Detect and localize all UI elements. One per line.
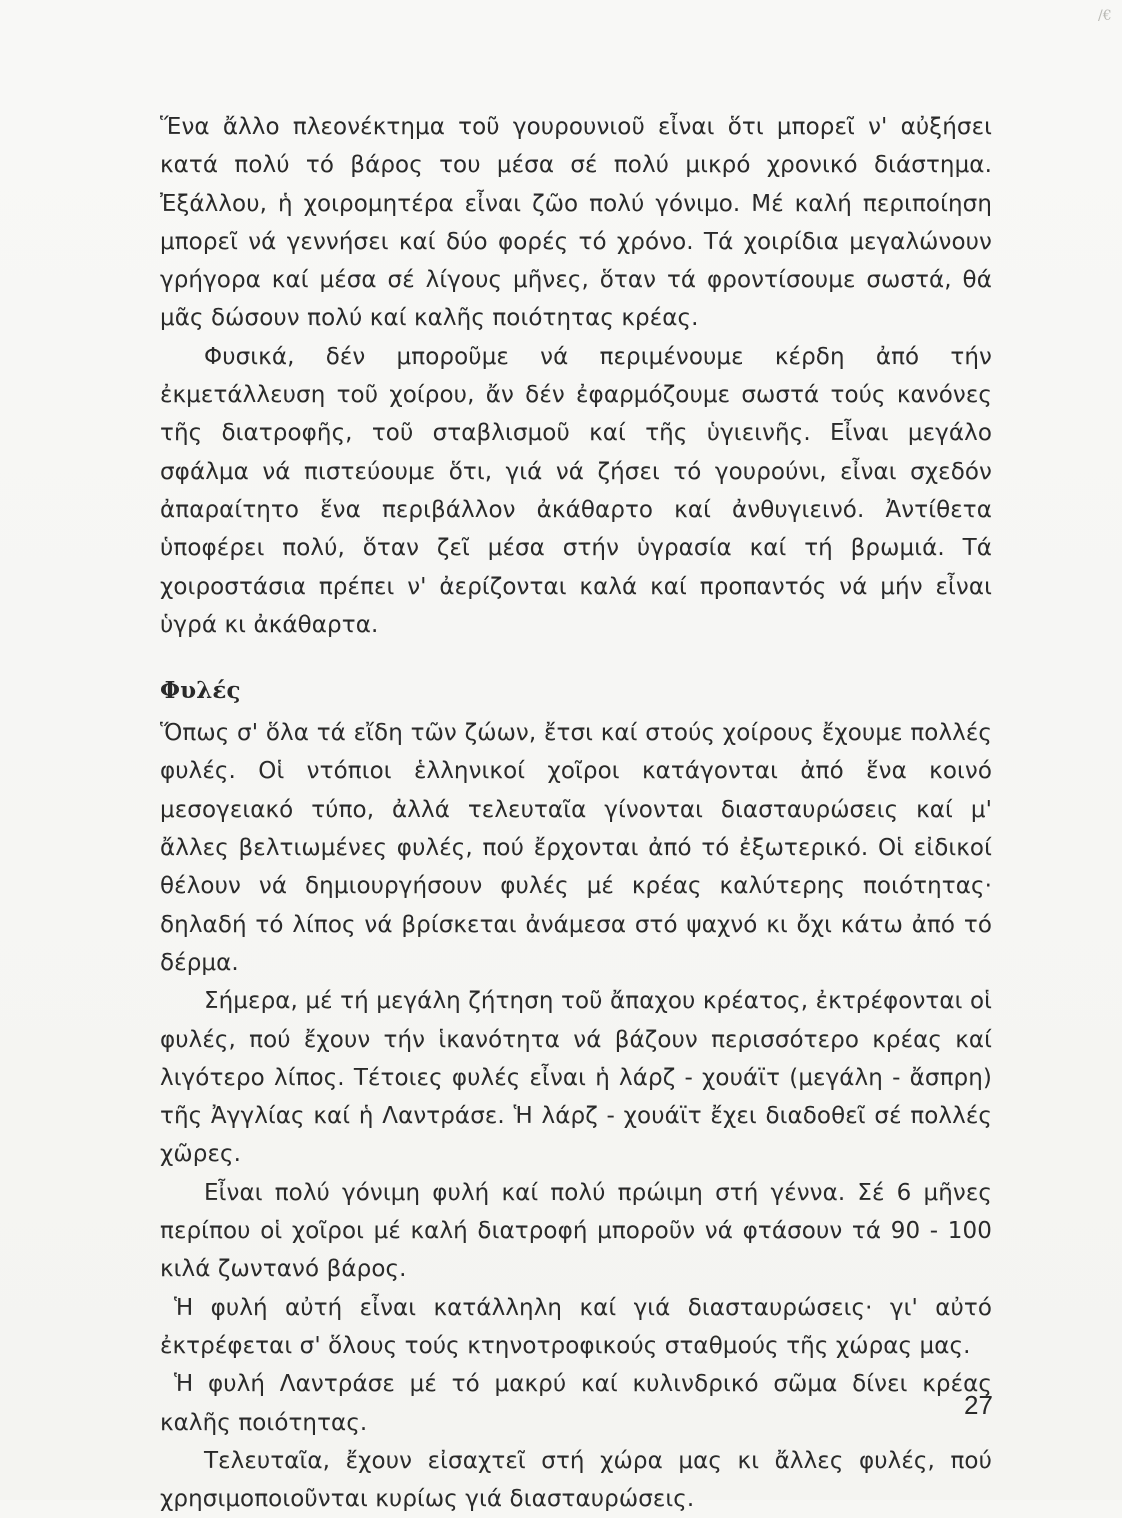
paragraph-breeds-intro: Ὅπως σ' ὅλα τά εἴδη τῶν ζώων, ἔτσι καί στούς χοίρους ἔχουμε πολλές φυλές. Οἱ ντόπιοι ἑλληνικοί χοῖροι κατάγονται ἀπό ἕνα κοινό μεσογειακό τύπο, ἀλλά τελευταῖα γίνονται διασταυρώσεις καί μ' ἄλλες βελτιωμένες φυλές, πού ἔρχονται ἀπό τό ἐξωτερικό. Οἱ εἰδικοί θέλουν νά δημιουργήσουν φυλές μέ κρέας καλύτερης ποιότητας· δηλαδή τό λίπος νά βρίσκεται ἀνάμεσα στό ψαχνό κι ὄχι κάτω ἀπό τό δέρμα. (160, 720, 992, 976)
paragraph-imported-breeds: Τελευταῖα, ἔχουν εἰσαχτεῖ στή χώρα μας κι ἄλλες φυλές, πού χρησιμοποιοῦνται κυρίως γιά διασταυρώσεις. (160, 1447, 992, 1513)
paragraph-lean-meat: Σήμερα, μέ τή μεγάλη ζήτηση τοῦ ἄπαχου κρέατος, ἐκτρέφονται οἱ φυλές, πού ἔχουν τήν ἱκανότητα νά βάζουν περισσότερο κρέας καί λιγότερο λίπος. Τέτοιες φυλές εἶναι ἡ λάρζ - χουάϊτ (μεγάλη - ἄσπρη) τῆς Ἀγγλίας καί ἡ Λαντράσε. Ἡ λάρζ - χουάϊτ ἔχει διαδοθεῖ σέ πολλές χῶρες. (160, 988, 992, 1168)
paragraph-fertility: Εἶναι πολύ γόνιμη φυλή καί πολύ πρώιμη στή γέννα. Σέ 6 μῆνες περίπου οἱ χοῖροι μέ καλή διατροφή μποροῦν νά φτάσουν τά 90 - 100 κιλά ζωντανό βάρος. (160, 1179, 992, 1283)
section-heading-breeds: Φυλές (160, 677, 241, 705)
paragraph-hygiene: Φυσικά, δέν μποροῦμε νά περιμένουμε κέρδη ἀπό τήν ἐκμετάλλευση τοῦ χοίρου, ἄν δέν ἐφαρμόζουμε σωστά τούς κανόνες τῆς διατροφῆς, τοῦ σταβλισμοῦ καί τῆς ὑγιεινῆς. Εἶναι μεγάλο σφάλμα νά πιστεύουμε ὅτι, γιά νά ζήσει τό γουρούνι, εἶναι σχεδόν ἀπαραίτητο ἕνα περιβάλλον ἀκάθαρτο καί ἀνθυγιεινό. Ἀντίθετα ὑποφέρει πολύ, ὅταν ζεῖ μέσα στήν ὑγρασία καί τή βρωμιά. Τά χοιροστάσια πρέπει ν' ἀερίζονται καλά καί προπαντός νά μήν εἶναι ὑγρά κι ἀκάθαρτα. (160, 343, 992, 638)
paragraph-crossbreeding: Ἡ φυλή αὐτή εἶναι κατάλληλη καί γιά διασταυρώσεις· γι' αὐτό ἐκτρέφεται σ' ὅλους τούς κτηνοτροφικούς σταθμούς τῆς χώρας μας. (160, 1294, 992, 1359)
corner-mark: /€ (1098, 8, 1112, 24)
paragraph-landrace: Ἡ φυλή Λαντράσε μέ τό μακρύ καί κυλινδρικό σῶμα δίνει κρέας καλῆς ποιότητας. (160, 1371, 992, 1436)
page-text (160, 108, 992, 1518)
page-number: 27 (964, 1390, 993, 1420)
paragraph-advantage: Ἕνα ἄλλο πλεονέκτημα τοῦ γουρουνιοῦ εἶναι ὅτι μπορεῖ ν' αὐξήσει κατά πολύ τό βάρος του μέσα σέ πολύ μικρό χρονικό διάστημα. Ἐξάλλου, ἡ χοιρομητέρα εἶναι ζῶο πολύ γόνιμο. Μέ καλή περιποίηση μπορεῖ νά γεννήσει καί δύο φορές τό χρόνο. Τά χοιρίδια μεγαλώνουν γρήγορα καί μέσα σέ λίγους μῆνες, ὅταν τά φροντίσουμε σωστά, θά μᾶς δώσουν πολύ καί καλῆς ποιότητας κρέας. (160, 114, 992, 332)
